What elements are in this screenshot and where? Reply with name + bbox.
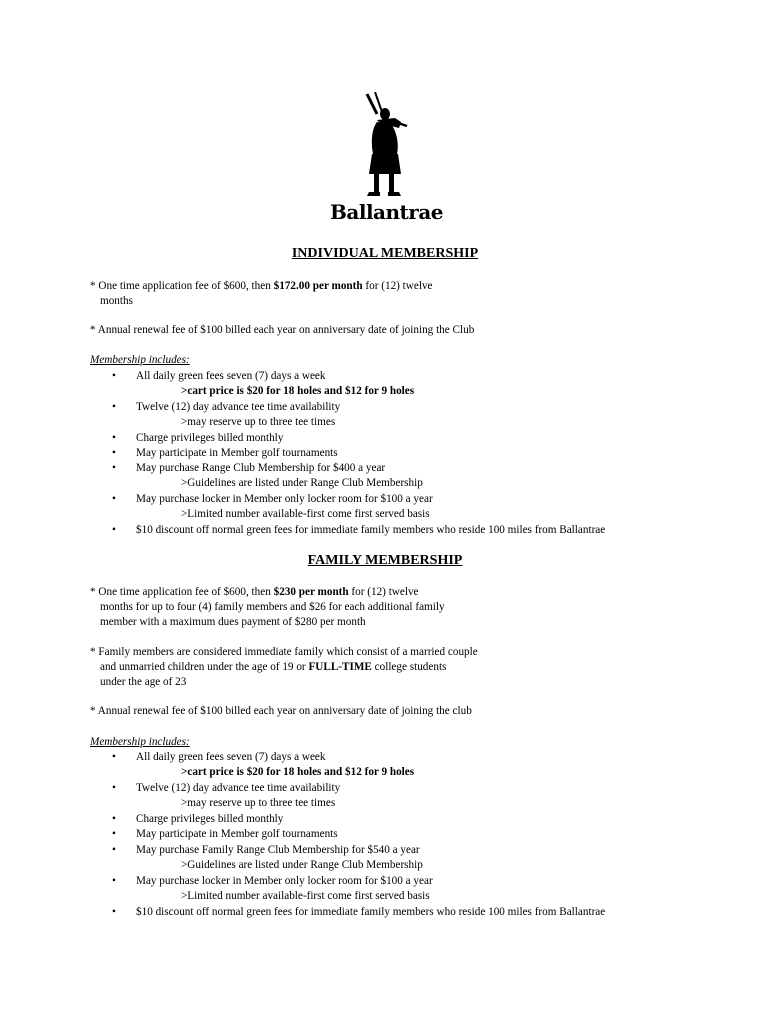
family-members-text: college students [371, 661, 447, 673]
individual-monthly-price: $172.00 per month [273, 280, 363, 292]
list-item-text: $10 discount off normal green fees for immediate family members who reside 100 miles from Ballantrae [136, 524, 606, 536]
list-item [112, 905, 605, 920]
list-item [112, 523, 605, 538]
list-item-text: Charge privileges billed monthly [136, 813, 284, 825]
individual-fee-text: * One time application fee of $600, then [90, 280, 274, 292]
cart-price-note: >cart price is $20 for 18 holes and $12 for 9 holes [181, 385, 415, 397]
list-item-text: May purchase Family Range Club Membership for $540 a year [136, 844, 420, 856]
list-item [112, 461, 385, 476]
cart-price-note: >cart price is $20 for 18 holes and $12 for 9 holes [181, 766, 415, 778]
bullet-icon: • [112, 447, 116, 459]
list-item [112, 431, 283, 446]
list-item [112, 843, 420, 858]
bullet-icon: • [112, 828, 116, 840]
bullet-icon: • [112, 751, 116, 763]
individual-membership-heading: INDIVIDUAL MEMBERSHIP [291, 246, 479, 261]
list-item-subnote: >Guidelines are listed under Range Club Membership [181, 477, 423, 489]
bullet-icon: • [112, 462, 116, 474]
list-item [112, 400, 340, 415]
list-item-text: May purchase locker in Member only locker room for $100 a year [136, 493, 433, 505]
club-logo [330, 92, 444, 232]
family-members-definition: * Family members are considered immediate family which consist of a married couple [90, 646, 478, 658]
family-fee-term: for (12) twelve [348, 586, 419, 598]
list-item [112, 369, 326, 384]
family-members-text: and unmarried children under the age of 19 or [100, 661, 309, 673]
list-item-text: May participate in Member golf tournaments [136, 828, 338, 840]
individual-fee-line [90, 279, 433, 294]
family-renewal-fee: * Annual renewal fee of $100 billed each year on anniversary date of joining the club [90, 705, 472, 717]
list-item [112, 812, 283, 827]
list-item-subnote: >may reserve up to three tee times [181, 416, 336, 428]
list-item-text: May purchase locker in Member only locker room for $100 a year [136, 875, 433, 887]
full-time-emphasis: FULL-TIME [308, 661, 372, 673]
list-item-subnote: >Guidelines are listed under Range Club Membership [181, 859, 423, 871]
family-fee-line [90, 585, 419, 600]
individual-fee-continuation: months [100, 295, 133, 307]
list-item-subnote [181, 765, 414, 780]
list-item [112, 874, 433, 889]
list-item [112, 750, 326, 765]
bullet-icon: • [112, 844, 116, 856]
family-includes-caption: Membership includes: [90, 736, 190, 748]
bullet-icon: • [112, 813, 116, 825]
family-members-definition-continued [100, 660, 446, 675]
list-item [112, 492, 433, 507]
family-membership-heading: FAMILY MEMBERSHIP [307, 553, 463, 568]
list-item-subnote: >Limited number available-first come first served basis [181, 890, 430, 902]
family-members-definition-continued: under the age of 23 [100, 676, 187, 688]
bullet-icon: • [112, 493, 116, 505]
bullet-icon: • [112, 370, 116, 382]
bagpiper-silhouette-icon [355, 92, 415, 202]
bullet-icon: • [112, 875, 116, 887]
bullet-icon: • [112, 906, 116, 918]
list-item-text: Charge privileges billed monthly [136, 432, 284, 444]
list-item-subnote: >may reserve up to three tee times [181, 797, 336, 809]
list-item-text: Twelve (12) day advance tee time availability [136, 401, 341, 413]
list-item-text: May participate in Member golf tournaments [136, 447, 338, 459]
bullet-icon: • [112, 432, 116, 444]
list-item-text: All daily green fees seven (7) days a week [136, 751, 326, 763]
list-item-text: May purchase Range Club Membership for $400 a year [136, 462, 386, 474]
club-logo-wordmark: Ballantrae [330, 200, 444, 224]
list-item-subnote [181, 384, 414, 399]
list-item-text: Twelve (12) day advance tee time availability [136, 782, 341, 794]
individual-renewal-fee: * Annual renewal fee of $100 billed each year on anniversary date of joining the Club [90, 324, 475, 336]
list-item [112, 446, 338, 461]
list-item [112, 827, 338, 842]
individual-includes-caption: Membership includes: [90, 354, 190, 366]
individual-fee-term: for (12) twelve [362, 280, 433, 292]
list-item-text: $10 discount off normal green fees for immediate family members who reside 100 miles from Ballantrae [136, 906, 606, 918]
list-item [112, 781, 340, 796]
family-fee-continuation: member with a maximum dues payment of $280 per month [100, 616, 366, 628]
family-fee-continuation: months for up to four (4) family members and $26 for each additional family [100, 601, 445, 613]
bullet-icon: • [112, 782, 116, 794]
bullet-icon: • [112, 401, 116, 413]
family-monthly-price: $230 per month [273, 586, 349, 598]
list-item-text: All daily green fees seven (7) days a week [136, 370, 326, 382]
family-fee-text: * One time application fee of $600, then [90, 586, 274, 598]
list-item-subnote: >Limited number available-first come first served basis [181, 508, 430, 520]
bullet-icon: • [112, 524, 116, 536]
